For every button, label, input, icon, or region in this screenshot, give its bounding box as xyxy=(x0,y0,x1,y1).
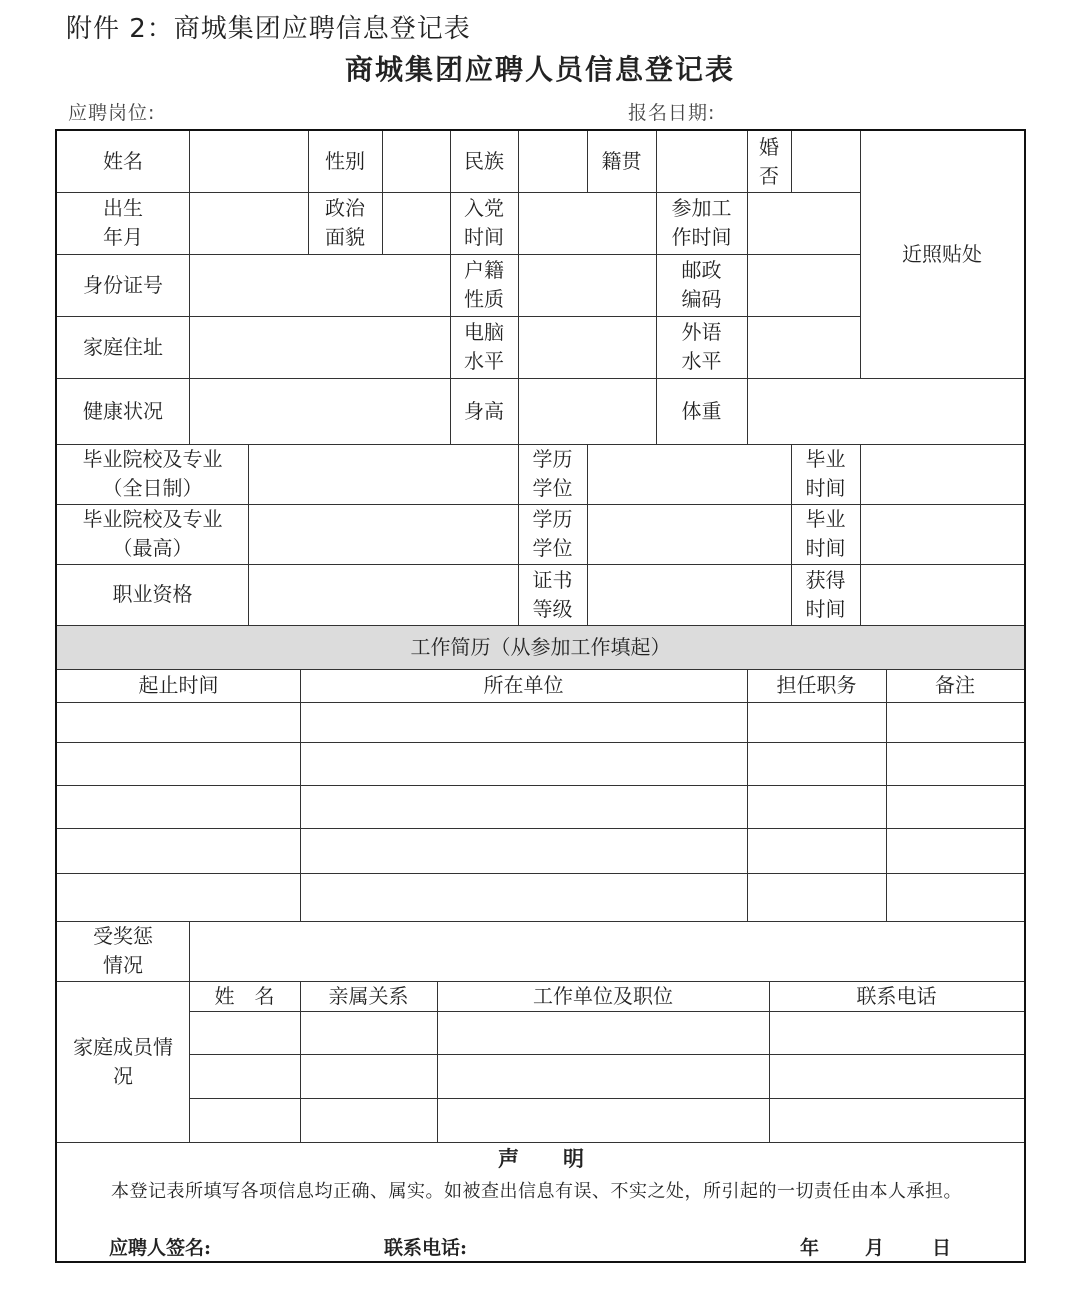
grid-line xyxy=(518,131,519,444)
label-married xyxy=(747,131,791,192)
grid-line xyxy=(791,131,792,192)
label-language xyxy=(656,316,747,378)
label-family-line2: 况 xyxy=(113,1063,133,1088)
label-computer-line1: 电脑 xyxy=(464,320,504,344)
label-work-start-line1: 参加工 xyxy=(671,196,732,220)
label-degree-top xyxy=(518,504,587,564)
grid-line xyxy=(189,1054,1024,1055)
label-ethnicity: 民族 xyxy=(464,149,504,173)
label-obtained-line2: 时间 xyxy=(805,596,846,621)
label-grad-time-full-line1: 毕业 xyxy=(805,447,846,471)
label-hukou xyxy=(450,254,518,316)
declaration-title: 声明 xyxy=(498,1146,628,1171)
label-married-line1: 婚 xyxy=(759,134,779,159)
grid-line xyxy=(57,702,1024,703)
label-obtained-line1: 获得 xyxy=(805,567,846,592)
label-awards-line2: 情况 xyxy=(103,953,143,977)
label-height: 身高 xyxy=(464,398,504,423)
label-political-line1: 政治 xyxy=(325,196,365,220)
label-grad-time-full-line2: 时间 xyxy=(805,476,846,500)
label-postal-line1: 邮政 xyxy=(681,258,722,282)
label-degree-full-line1: 学历 xyxy=(532,447,573,471)
label-birth-line1: 出生 xyxy=(103,196,143,220)
label-party xyxy=(450,192,518,254)
label-degree-full-line2: 学位 xyxy=(532,476,573,500)
label-party-line2: 时间 xyxy=(464,225,504,249)
label-degree-top-line1: 学历 xyxy=(532,507,573,531)
label-hukou-line2: 性质 xyxy=(464,287,504,311)
label-grad-time-top-line2: 时间 xyxy=(805,536,846,560)
grid-line xyxy=(886,669,887,921)
grid-line xyxy=(57,378,1024,379)
grid-line xyxy=(57,828,1024,829)
position-label: 应聘岗位: xyxy=(68,102,156,124)
grid-line xyxy=(587,444,588,625)
grid-line xyxy=(747,669,748,921)
grid-line xyxy=(57,921,1024,922)
label-language-line1: 外语 xyxy=(681,320,722,344)
grid-line xyxy=(189,131,190,444)
grid-line xyxy=(57,873,1024,874)
label-language-line2: 水平 xyxy=(681,349,722,373)
label-birth-line2: 年月 xyxy=(103,225,143,249)
label-degree-top-line2: 学位 xyxy=(532,536,573,560)
label-health: 健康状况 xyxy=(83,398,163,423)
declaration-text: 本登记表所填写各项信息均正确、属实。如被查出信息有误、不实之处，所引起的一切责任由本人承担。 xyxy=(111,1181,962,1202)
label-birth xyxy=(57,192,189,254)
label-political-line2: 面貌 xyxy=(325,225,365,249)
grid-line xyxy=(382,131,383,254)
label-awards-line1: 受奖惩 xyxy=(93,924,153,948)
contact-phone-label: 联系电话: xyxy=(384,1237,468,1259)
label-weight: 体重 xyxy=(681,398,722,423)
label-school-top-line2: （最高） xyxy=(112,536,193,560)
work-header-employer: 所在单位 xyxy=(483,673,564,697)
work-header-notes: 备注 xyxy=(935,673,975,697)
label-address: 家庭住址 xyxy=(83,334,163,359)
label-computer xyxy=(450,316,518,378)
grid-line xyxy=(57,742,1024,743)
signature-label: 应聘人签名: xyxy=(109,1237,212,1259)
grid-line xyxy=(189,921,190,1142)
date-month-label: 月 xyxy=(865,1237,885,1259)
label-postal xyxy=(656,254,747,316)
date-year-label: 年 xyxy=(800,1237,820,1259)
label-grad-time-top-line1: 毕业 xyxy=(805,507,846,531)
label-school-top-line1: 毕业院校及专业 xyxy=(82,507,223,531)
work-header-period: 起止时间 xyxy=(138,673,219,697)
label-gender: 性别 xyxy=(325,149,365,173)
label-family-line1: 家庭成员情 xyxy=(73,1034,173,1059)
label-married-line2: 否 xyxy=(759,163,779,188)
label-school-full-line1: 毕业院校及专业 xyxy=(82,447,223,471)
label-school-full-line2: （全日制） xyxy=(102,476,203,500)
family-header-employer: 工作单位及职位 xyxy=(533,983,673,1008)
label-id-no: 身份证号 xyxy=(83,272,163,297)
label-hukou-line1: 户籍 xyxy=(464,258,504,282)
label-family xyxy=(57,981,189,1142)
grid-line xyxy=(189,1011,1024,1012)
work-header-position: 担任职务 xyxy=(776,673,857,697)
date-label: 报名日期: xyxy=(628,102,716,124)
label-school-top xyxy=(57,504,248,564)
grid-line xyxy=(57,785,1024,786)
label-obtained xyxy=(791,564,860,625)
family-header-name: 姓 名 xyxy=(214,983,275,1008)
form-title: 商城集团应聘人员信息登记表 xyxy=(344,53,735,86)
label-grad-time-full xyxy=(791,444,860,504)
label-party-line1: 入党 xyxy=(464,196,504,220)
grid-line xyxy=(860,444,861,625)
grid-line xyxy=(248,444,249,625)
family-header-phone: 联系电话 xyxy=(856,983,937,1008)
registration-form xyxy=(55,129,1026,1263)
label-grad-time-top xyxy=(791,504,860,564)
annex-heading: 附件 2：商城集团应聘信息登记表 xyxy=(66,14,471,44)
family-header-relation: 亲属关系 xyxy=(328,983,409,1008)
label-name: 姓名 xyxy=(103,149,143,173)
label-postal-line2: 编码 xyxy=(681,287,722,311)
work-section-title: 工作简历（从参加工作填起） xyxy=(410,634,671,659)
label-certificate xyxy=(518,564,587,625)
label-work-start xyxy=(656,192,747,254)
label-certificate-line1: 证书 xyxy=(532,567,573,592)
label-political xyxy=(308,192,382,254)
label-awards xyxy=(57,921,189,981)
grid-line xyxy=(300,669,301,921)
label-school-full xyxy=(57,444,248,504)
label-qualification: 职业资格 xyxy=(112,582,193,606)
grid-line xyxy=(189,1098,1024,1099)
date-day-label: 日 xyxy=(932,1237,952,1259)
label-degree-full xyxy=(518,444,587,504)
label-work-start-line2: 作时间 xyxy=(671,225,732,249)
label-certificate-line2: 等级 xyxy=(532,596,573,621)
label-origin: 籍贯 xyxy=(601,149,642,173)
label-computer-line2: 水平 xyxy=(464,349,504,373)
photo-placeholder: 近照贴处 xyxy=(902,242,982,266)
